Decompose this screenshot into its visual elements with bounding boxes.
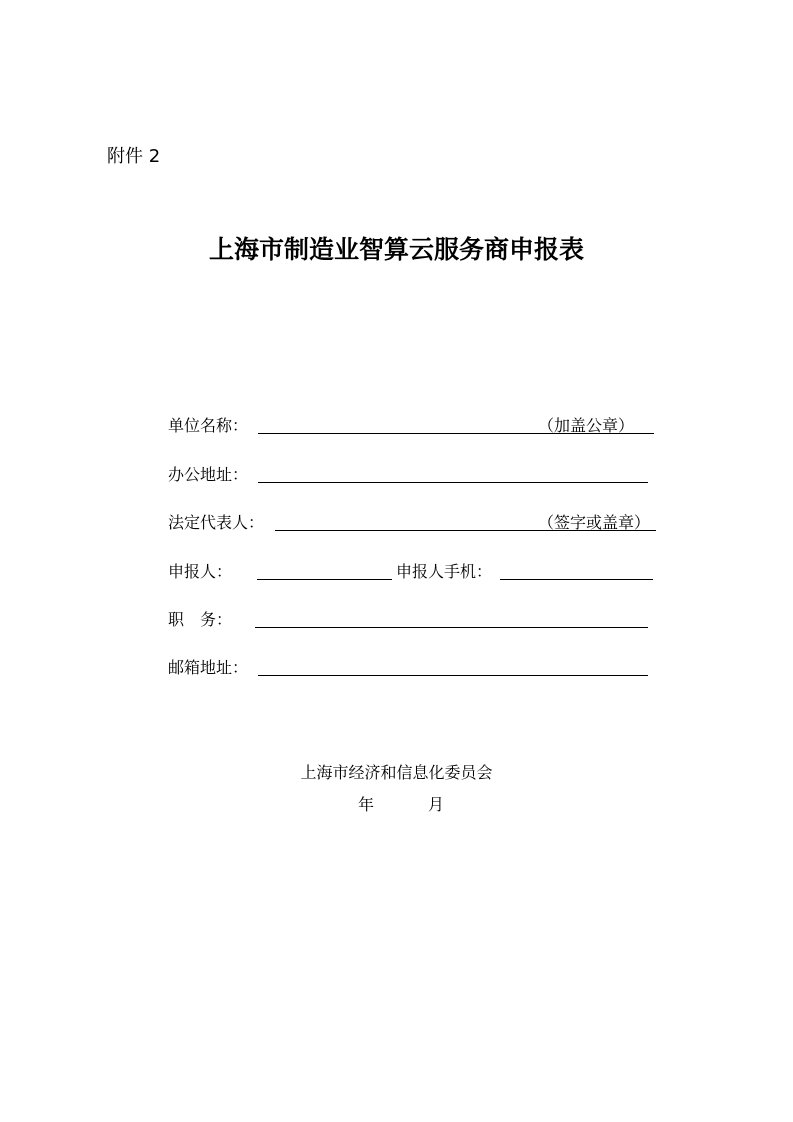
email-field[interactable] — [258, 675, 648, 676]
issuer-name: 上海市经济和信息化委员会 — [300, 763, 493, 782]
legal-rep-label: 法定代表人： — [168, 513, 265, 532]
legal-rep-row — [168, 510, 658, 532]
email-row — [168, 655, 658, 677]
applicant-phone-label: 申报人手机： — [396, 562, 493, 581]
office-address-row — [168, 462, 658, 484]
legal-rep-sign-note: （签字或盖章） — [538, 513, 651, 532]
position-field[interactable] — [255, 627, 648, 628]
position-label: 职 务： — [168, 610, 233, 629]
unit-name-row — [168, 413, 658, 435]
applicant-phone-field[interactable] — [500, 579, 653, 580]
office-address-field[interactable] — [258, 482, 648, 483]
office-address-label: 办公地址： — [168, 465, 249, 484]
applicant-field[interactable] — [257, 579, 392, 580]
position-row — [168, 607, 658, 629]
unit-name-label: 单位名称： — [168, 416, 249, 435]
page-title: 上海市制造业智算云服务商申报表 — [208, 235, 584, 264]
unit-name-seal-note: （加盖公章） — [538, 416, 635, 435]
applicant-row — [168, 559, 658, 581]
email-label: 邮箱地址： — [168, 658, 249, 677]
applicant-label: 申报人： — [168, 562, 233, 581]
date-year-label: 年 — [358, 795, 375, 814]
attachment-label: 附件 2 — [107, 146, 161, 167]
date-month-label: 月 — [428, 795, 445, 814]
